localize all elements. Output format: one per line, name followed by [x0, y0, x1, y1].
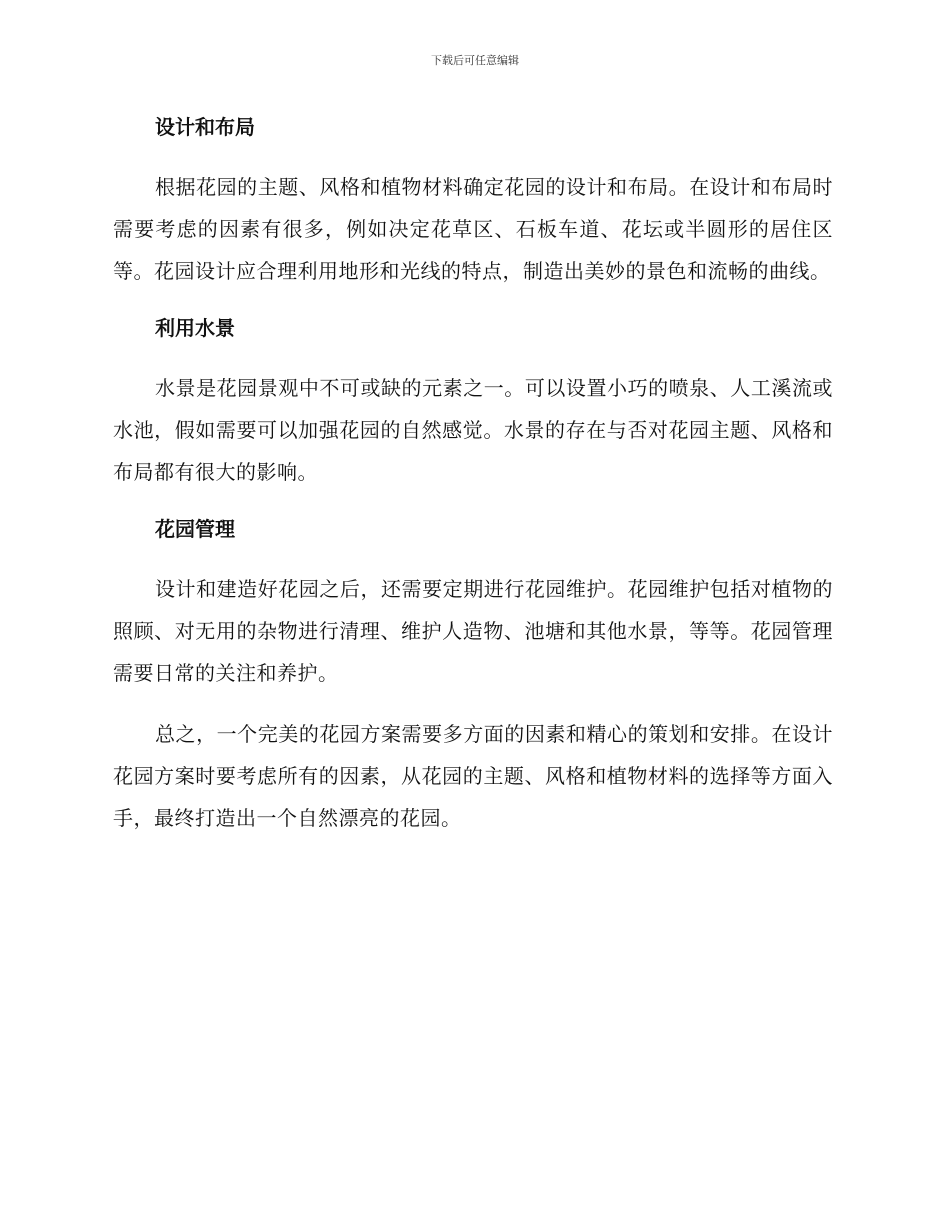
page-header: 下载后可任意编辑	[431, 54, 519, 67]
section-water-features	[113, 311, 833, 493]
document-body	[113, 110, 833, 858]
section-heading: 花园管理	[155, 517, 235, 541]
section-garden-management	[113, 512, 833, 694]
section-heading: 设计和布局	[155, 115, 255, 139]
section-design-layout	[113, 110, 833, 292]
section-paragraph: 水景是花园景观中不可或缺的元素之一。可以设置小巧的喷泉、人工溪流或水池，假如需要可以加强花园的自然感觉。水景的存在与否对花园主题、风格和布局都有很大的影响。	[113, 376, 833, 484]
section-heading: 利用水景	[155, 316, 235, 340]
section-paragraph: 根据花园的主题、风格和植物材料确定花园的设计和布局。在设计和布局时需要考虑的因素有很多，例如决定花草区、石板车道、花坛或半圆形的居住区等。花园设计应合理利用地形和光线的特点，制造出美妙的景色和流畅的曲线。	[113, 175, 833, 283]
conclusion-paragraph: 总之，一个完美的花园方案需要多方面的因素和精心的策划和安排。在设计花园方案时要考虑所有的因素，从花园的主题、风格和植物材料的选择等方面入手，最终打造出一个自然漂亮的花园。	[113, 722, 833, 830]
section-paragraph: 设计和建造好花园之后，还需要定期进行花园维护。花园维护包括对植物的照顾、对无用的杂物进行清理、维护人造物、池塘和其他水景，等等。花园管理需要日常的关注和养护。	[113, 577, 833, 685]
